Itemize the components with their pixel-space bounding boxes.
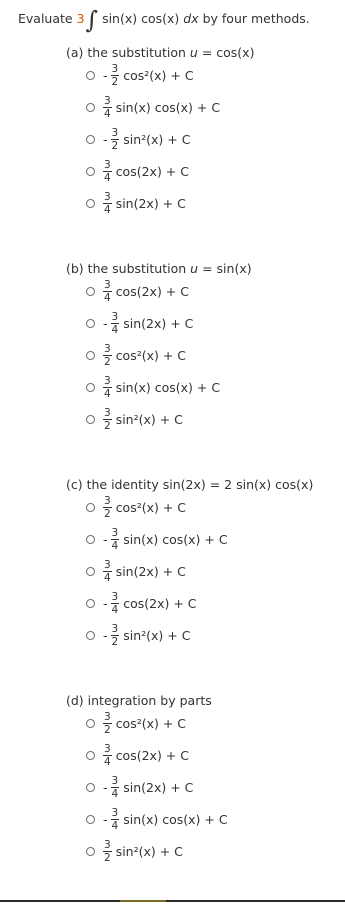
part-d	[66, 692, 336, 864]
question-dx: dx	[183, 11, 199, 26]
integral-sign-icon: ∫	[85, 6, 99, 34]
fraction-denominator: 4	[104, 107, 111, 120]
radio-button[interactable]	[86, 135, 95, 144]
fraction-denominator: 4	[111, 787, 119, 800]
fraction-numerator: 3	[104, 558, 111, 571]
answer-option[interactable]	[86, 710, 186, 736]
answer-option[interactable]	[86, 190, 186, 216]
question-suffix: by four methods.	[202, 11, 310, 26]
radio-button[interactable]	[86, 783, 95, 792]
option-sign: -	[103, 595, 108, 611]
fraction-denominator: 4	[104, 203, 111, 216]
option-fraction	[111, 64, 120, 87]
option-expression: cos(2x) + C	[123, 595, 197, 611]
fraction-numerator: 3	[111, 774, 119, 787]
option-expression: sin(x) cos(x) + C	[123, 811, 228, 827]
part-title	[66, 476, 336, 494]
fraction-numerator: 3	[104, 158, 111, 171]
option-fraction	[111, 624, 120, 647]
radio-button[interactable]	[86, 815, 95, 824]
fraction-denominator: 2	[111, 75, 119, 88]
part-title-text: (d) integration by parts	[66, 693, 212, 708]
option-expression: cos²(x) + C	[115, 499, 187, 515]
radio-button[interactable]	[86, 751, 95, 760]
fraction-denominator: 2	[104, 419, 111, 432]
fraction-numerator: 3	[104, 94, 111, 107]
fraction-numerator: 3	[104, 406, 111, 419]
answer-option[interactable]	[86, 742, 189, 768]
part-title	[66, 692, 336, 710]
radio-button[interactable]	[86, 351, 95, 360]
fraction-denominator: 4	[104, 755, 111, 768]
option-expression: sin(2x) + C	[123, 315, 194, 331]
radio-button[interactable]	[86, 567, 95, 576]
fraction-denominator: 4	[104, 171, 111, 184]
option-expression: sin(x) cos(x) + C	[115, 99, 221, 115]
question-integrand: sin(x) cos(x)	[102, 11, 180, 26]
option-expression: cos²(x) + C	[115, 347, 187, 363]
fraction-numerator: 3	[111, 622, 119, 635]
fraction-numerator: 3	[111, 310, 119, 323]
radio-button[interactable]	[86, 167, 95, 176]
radio-button[interactable]	[86, 535, 95, 544]
option-sign: -	[103, 315, 108, 331]
answer-option[interactable]	[86, 494, 186, 520]
option-sign: -	[103, 627, 108, 643]
radio-button[interactable]	[86, 719, 95, 728]
option-fraction	[111, 776, 120, 799]
option-sign: -	[103, 779, 108, 795]
radio-button[interactable]	[86, 847, 95, 856]
fraction-denominator: 4	[111, 603, 119, 616]
option-fraction	[103, 408, 112, 431]
radio-button[interactable]	[86, 415, 95, 424]
fraction-numerator: 3	[104, 838, 111, 851]
fraction-denominator: 4	[111, 539, 119, 552]
option-expression: sin(x) cos(x) + C	[123, 531, 228, 547]
option-expression: sin(2x) + C	[123, 779, 194, 795]
option-expression: sin(2x) + C	[115, 195, 186, 211]
answer-option[interactable]	[86, 590, 197, 616]
answer-option[interactable]	[86, 806, 228, 832]
option-sign: -	[103, 131, 108, 147]
option-fraction	[103, 560, 112, 583]
fraction-denominator: 4	[104, 387, 111, 400]
bottom-divider	[0, 900, 345, 902]
answer-option[interactable]	[86, 278, 189, 304]
fraction-numerator: 3	[111, 590, 119, 603]
option-fraction	[111, 808, 120, 831]
fraction-numerator: 3	[104, 190, 111, 203]
fraction-numerator: 3	[104, 342, 111, 355]
option-sign: -	[103, 811, 108, 827]
radio-button[interactable]	[86, 383, 95, 392]
question-text	[18, 6, 310, 34]
answer-option[interactable]	[86, 558, 186, 584]
fraction-numerator: 3	[104, 710, 111, 723]
part-title	[66, 44, 336, 62]
radio-button[interactable]	[86, 503, 95, 512]
question-prefix: Evaluate	[18, 11, 73, 26]
option-fraction	[111, 528, 120, 551]
answer-option[interactable]	[86, 622, 190, 648]
part-c	[66, 476, 336, 648]
fraction-denominator: 2	[104, 507, 111, 520]
fraction-numerator: 3	[104, 278, 111, 291]
answer-option[interactable]	[86, 374, 220, 400]
option-expression: sin²(x) + C	[115, 843, 183, 859]
answer-option[interactable]	[86, 94, 220, 120]
radio-button[interactable]	[86, 103, 95, 112]
option-expression: sin²(x) + C	[123, 627, 191, 643]
option-fraction	[103, 160, 112, 183]
part-a	[66, 44, 336, 216]
option-expression: cos(2x) + C	[115, 163, 189, 179]
answer-option[interactable]	[86, 526, 228, 552]
option-expression: cos(2x) + C	[115, 283, 189, 299]
part-title-text: (a) the substitution	[66, 45, 186, 60]
fraction-denominator: 2	[111, 139, 119, 152]
radio-button[interactable]	[86, 199, 95, 208]
part-title-variable: u	[189, 45, 198, 60]
fraction-denominator: 4	[104, 571, 111, 584]
option-fraction	[103, 712, 112, 735]
radio-button[interactable]	[86, 287, 95, 296]
option-expression: sin²(x) + C	[115, 411, 183, 427]
part-title-variable: u	[190, 261, 199, 276]
option-fraction	[103, 496, 112, 519]
answer-option[interactable]	[86, 310, 193, 336]
part-title-equation: = sin(x)	[202, 261, 252, 276]
option-sign: -	[103, 67, 108, 83]
fraction-denominator: 2	[104, 851, 111, 864]
answer-option[interactable]	[86, 126, 190, 152]
part-title-text: (c) the identity sin(2x) = 2 sin(x) cos(x)	[66, 477, 314, 492]
option-expression: sin(2x) + C	[115, 563, 186, 579]
fraction-denominator: 4	[104, 291, 111, 304]
fraction-numerator: 3	[104, 494, 111, 507]
fraction-denominator: 2	[104, 355, 111, 368]
option-fraction	[103, 840, 112, 863]
option-expression: sin(x) cos(x) + C	[115, 379, 221, 395]
part-b	[66, 260, 336, 432]
fraction-denominator: 4	[111, 323, 119, 336]
option-fraction	[103, 96, 112, 119]
fraction-numerator: 3	[111, 62, 119, 75]
part-title-equation: = cos(x)	[201, 45, 255, 60]
fraction-denominator: 2	[111, 635, 119, 648]
radio-button[interactable]	[86, 631, 95, 640]
option-fraction	[103, 744, 112, 767]
option-expression: cos²(x) + C	[123, 67, 194, 83]
option-fraction	[103, 192, 112, 215]
radio-button[interactable]	[86, 319, 95, 328]
answer-option[interactable]	[86, 62, 194, 88]
fraction-denominator: 4	[111, 819, 119, 832]
radio-button[interactable]	[86, 599, 95, 608]
option-fraction	[111, 128, 120, 151]
question-coefficient: 3	[76, 11, 85, 26]
option-expression: cos(2x) + C	[115, 747, 189, 763]
fraction-numerator: 3	[111, 126, 119, 139]
answer-option[interactable]	[86, 158, 189, 184]
option-fraction	[103, 344, 112, 367]
answer-option[interactable]	[86, 406, 183, 432]
option-fraction	[103, 376, 112, 399]
option-expression: cos²(x) + C	[115, 715, 187, 731]
option-fraction	[103, 280, 112, 303]
option-fraction	[111, 312, 120, 335]
answer-option[interactable]	[86, 774, 193, 800]
option-sign: -	[103, 531, 108, 547]
part-title	[66, 260, 336, 278]
answer-option[interactable]	[86, 838, 183, 864]
fraction-numerator: 3	[104, 374, 111, 387]
part-title-text: (b) the substitution	[66, 261, 187, 276]
answer-option[interactable]	[86, 342, 186, 368]
bottom-divider-accent	[120, 900, 166, 902]
option-fraction	[111, 592, 120, 615]
option-expression: sin²(x) + C	[123, 131, 191, 147]
fraction-numerator: 3	[111, 526, 119, 539]
radio-button[interactable]	[86, 71, 95, 80]
fraction-numerator: 3	[111, 806, 119, 819]
fraction-numerator: 3	[104, 742, 111, 755]
fraction-denominator: 2	[104, 723, 111, 736]
